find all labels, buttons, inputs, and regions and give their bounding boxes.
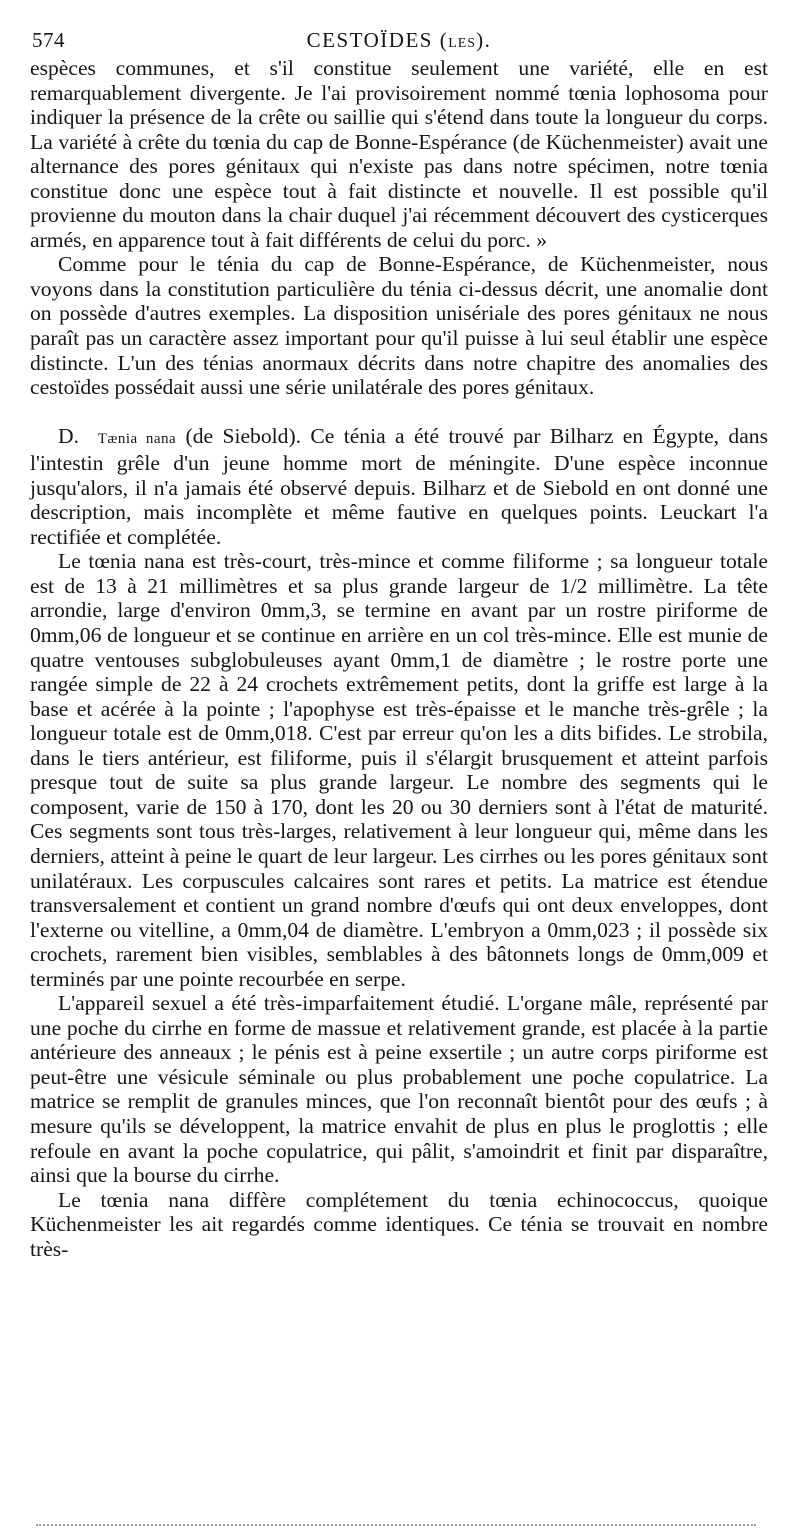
- section-d-text: (de Siebold). Ce ténia a été trouvé par Bilharz en Égypte, dans l'intestin grêle d'un jeune homme mort de méningite. D'une espèce inconnue jusqu'alors, il n'a jamais été observé depuis. Bilharz et de Siebold en ont donné une description, mais incomplète et même fautive en quelques points. Leuckart l'a rectifiée et complétée.: [30, 423, 768, 549]
- paragraph-description: Le tœnia nana est très-court, très-mince et comme filiforme ; sa longueur totale est de 13 à 21 millimètres et sa plus grande largeur de 1/2 millimètre. La tête arrondie, large d'environ 0mm,3, se termine en avant par un rostre piriforme de 0mm,06 de longueur et se continue en arrière en un col très-mince. Elle est munie de quatre ventouses subglobuleuses ayant 0mm,1 de diamètre ; le rostre porte une rangée simple de 22 à 24 crochets extrêmement petits, dont la griffe est large à la base et acérée à la pointe ; l'apophyse est très-épaisse et le manche très-grêle ; la longueur totale est de 0mm,018. C'est par erreur qu'on les a dits bifides. Le strobila, dans le tiers antérieur, est filiforme, puis il s'élargit brusquement et atteint parfois presque tout de suite sa plus grande largeur. Le nombre des segments qui le composent, varie de 150 à 170, dont les 20 ou 30 derniers sont à l'état de maturité. Ces segments sont tous très-larges, relativement à leur longueur qui, même dans les derniers, atteint à peine le quart de leur largeur. Les cirrhes ou les pores génitaux sont unilatéraux. Les corpuscules calcaires sont rares et petits. La matrice est étendue transversalement et contient un grand nombre d'œufs qui ont deux enveloppes, dont l'externe ou vitelline, a 0mm,04 de diamètre. L'embryon a 0mm,023 ; il possède six crochets, rarement bien visibles, semblables à des bâtonnets longs de 0mm,009 et terminés par une pointe recourbée en serpe.: [30, 549, 768, 991]
- running-title: CESTOÏDES (LES).: [306, 28, 492, 52]
- section-gap: [30, 400, 768, 424]
- footer-dotted-rule: [36, 1524, 756, 1526]
- paragraph-sexual-apparatus: L'appareil sexuel a été très-imparfaitement étudié. L'organe mâle, représenté par une poche du cirrhe en forme de massue et relativement grande, est placée à la partie antérieure des anneaux ; le pénis est à peine exsertile ; un autre corps piriforme est peut-être une vésicule séminale ou plus probablement une poche copulatrice. La matrice se remplit de granules minces, que l'on reconnaît bientôt pour des œufs ; à mesure qu'ils se développent, la matrice envahit de plus en plus le proglottis ; elle refoule en avant la poche copulatrice, qui pâlit, s'amoindrit et finit par disparaître, ainsi que la bourse du cirrhe.: [30, 991, 768, 1188]
- page-number: 574: [32, 28, 65, 52]
- running-header: [30, 26, 768, 56]
- paragraph-anomaly: Comme pour le ténia du cap de Bonne-Espérance, de Küchenmeister, nous voyons dans la constitution particulière du ténia ci-dessus décrit, une anomalie dont on possède d'autres exemples. La disposition unisériale des pores génitaux ne nous paraît pas un caractère assez important pour qu'il puisse à lui seul établir une espèce distincte. L'un des ténias anormaux décrits dans notre chapitre des anomalies des cestoïdes possédait aussi une série unilatérale des pores génitaux.: [30, 252, 768, 400]
- section-d-marker: D.: [58, 423, 79, 448]
- paragraph-continuation: espèces communes, et s'il constitue seulement une variété, elle en est remarquablement divergente. Je l'ai provisoirement nommé tœnia lophosoma pour indiquer la présence de la crête ou saillie qui s'étend dans toute la longueur du corps. La variété à crête du tœnia du cap de Bonne-Espérance (de Küchenmeister) avait une alternance des pores génitaux qui n'existe pas dans notre spécimen, notre tœnia constitue donc une espèce tout à fait distincte et nouvelle. Il est possible qu'il provienne du mouton dans la chair duquel j'ai récemment découvert des cysticerques armés, en apparence tout à fait différents de celui du porc. »: [30, 56, 768, 252]
- document-page: [30, 26, 768, 1261]
- section-d-heading: Tænia nana: [97, 430, 177, 447]
- paragraph-section-d: [30, 424, 768, 550]
- paragraph-comparison: Le tœnia nana diffère complétement du tœnia echinococcus, quoique Küchenmeister les ait regardés comme identiques. Ce ténia se trouvait en nombre très-: [30, 1187, 768, 1261]
